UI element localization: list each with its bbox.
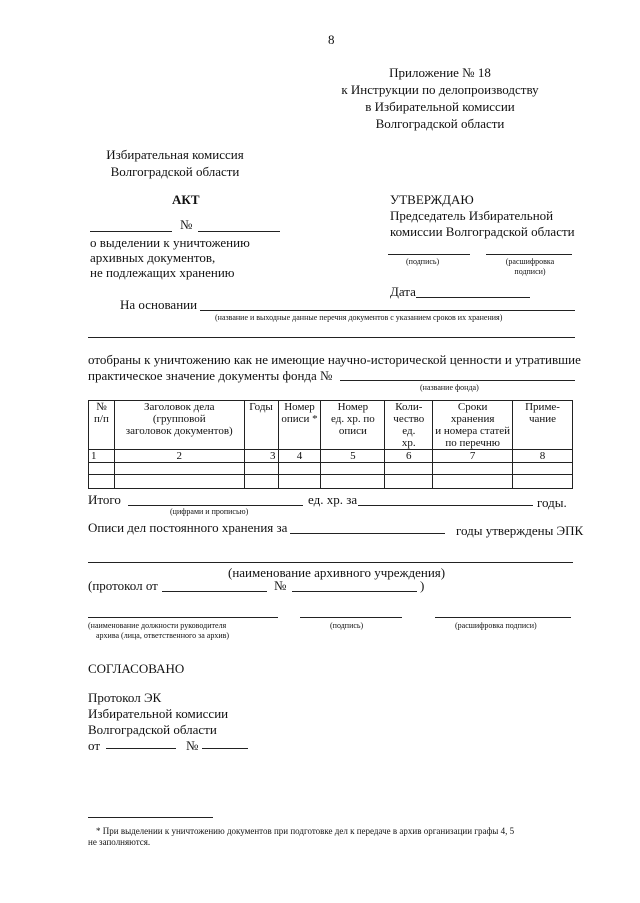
col-number: 6: [385, 450, 433, 463]
footnote-separator: [88, 817, 213, 818]
approve-line-1: Председатель Избирательной: [390, 208, 554, 223]
col-number: 8: [513, 450, 573, 463]
agreed-number-line: [202, 748, 248, 749]
total-count-line: [128, 505, 303, 506]
header-cell-count: [385, 401, 433, 450]
table-cell: [278, 463, 321, 475]
fund-caption: (название фонда): [420, 383, 479, 392]
col-number: 4: [278, 450, 321, 463]
header-text: и номера статей: [435, 425, 511, 437]
agreed-block: [88, 690, 228, 738]
header-cell-title: [114, 401, 244, 450]
act-line-1: о выделении к уничтожению: [90, 235, 250, 250]
header-text: чество ед.: [393, 413, 425, 437]
table-cell: [385, 475, 433, 489]
page-number: 8: [328, 32, 335, 47]
protocol-date-line: [162, 591, 267, 592]
org-line-2: Волгоградской области: [110, 164, 240, 179]
basis-caption: (название и выходные данные перечня документов с указанием сроков их хранения): [215, 313, 503, 322]
table-cell: [385, 463, 433, 475]
approve-signature-line: [388, 254, 470, 255]
agreed-title: СОГЛАСОВАНО: [88, 661, 185, 676]
approve-decode-line: [486, 254, 572, 255]
basis-label: На основании: [120, 297, 198, 312]
header-cell-num: [89, 401, 115, 450]
header-cell-terms: [433, 401, 513, 450]
table-cell: [433, 463, 513, 475]
organization-block: [90, 146, 260, 180]
table-row: [89, 463, 573, 475]
org-line-1: Избирательная комиссия: [106, 147, 244, 162]
table-cell: [513, 475, 573, 489]
appendix-line-2: к Инструкции по делопроизводству: [341, 82, 539, 97]
decode-caption: (расшифровка подписи): [455, 621, 537, 630]
act-line-3: не подлежащих хранению: [90, 265, 235, 280]
header-cell-note: [513, 401, 573, 450]
selected-line-2: практическое значение документы фонда №: [88, 368, 333, 383]
agreed-line-3: Волгоградской области: [88, 722, 217, 737]
header-text: Номер: [284, 401, 315, 413]
header-text: по перечню: [445, 437, 500, 449]
protocol-number-line: [292, 591, 417, 592]
col-number: 7: [433, 450, 513, 463]
protocol-number-sign: №: [274, 578, 287, 593]
header-text: Сроки хранения: [450, 401, 495, 425]
table-cell: [244, 463, 278, 475]
approval-block: [390, 192, 575, 240]
col-number: 3: [244, 450, 278, 463]
selected-line-1: отобраны к уничтожению как не имеющие научно-исторической ценности и утратившие: [88, 352, 581, 367]
decode-line: [435, 617, 571, 618]
header-text: Заголовок дела (групповой: [143, 401, 215, 425]
appendix-block: [330, 64, 550, 132]
fund-line: [340, 380, 575, 381]
position-line: [88, 617, 278, 618]
total-caption: (цифрами и прописью): [170, 507, 249, 516]
basis-line: [200, 310, 575, 311]
act-number-line: [198, 231, 280, 232]
agreed-line-2: Избирательной комиссии: [88, 706, 229, 721]
table-number-row: [89, 450, 573, 463]
approve-date-line: [416, 297, 530, 298]
act-date-line: [90, 231, 172, 232]
header-text: Годы: [249, 401, 273, 413]
act-number-sign: №: [180, 217, 193, 232]
table-cell: [433, 475, 513, 489]
documents-table: [88, 400, 573, 489]
appendix-line-4: Волгоградской области: [375, 116, 505, 131]
agreed-number-sign: №: [186, 738, 199, 753]
position-caption-2: архива (лица, ответственного за архив): [96, 631, 230, 640]
header-text: Номер: [337, 401, 369, 413]
protocol-close: ): [420, 578, 425, 593]
position-caption-1: (наименование должности руководителя: [88, 621, 227, 630]
table-row: [89, 475, 573, 489]
act-title: АКТ: [172, 192, 200, 207]
act-line-2: архивных документов,: [90, 250, 216, 265]
agreed-date-line: [106, 748, 176, 749]
signature-caption: (подпись): [330, 621, 364, 630]
total-units: ед. хр. за: [308, 492, 358, 507]
total-label: Итого: [88, 492, 121, 507]
table-cell: [114, 475, 244, 489]
archive-line: [88, 562, 573, 563]
table-cell: [278, 475, 321, 489]
agreed-from: от: [88, 738, 101, 753]
header-cell-unit-number: [321, 401, 385, 450]
header-text: описи: [338, 425, 367, 437]
total-years-line: [358, 505, 533, 506]
basis-line-2: [88, 337, 575, 338]
header-text: чание: [528, 413, 557, 425]
approve-signature-caption: (подпись): [406, 257, 440, 266]
footnote-line-1: * При выделении к уничтожению документов при подготовке дел к передаче в архив организации графы 4, 5: [96, 826, 515, 836]
header-cell-years: [244, 401, 278, 450]
table-cell: [114, 463, 244, 475]
position-caption: [88, 621, 229, 641]
inventories-years-line: [290, 533, 445, 534]
protocol-from: (протокол от: [88, 578, 158, 593]
header-text: ед. хр. по: [331, 413, 375, 425]
col-number: 5: [321, 450, 385, 463]
table-cell: [513, 463, 573, 475]
approve-decode-caption-1: (расшифровка: [505, 257, 555, 266]
approve-date-label: Дата: [390, 284, 416, 299]
header-text: заголовок документов): [125, 425, 233, 437]
appendix-line-1: Приложение № 18: [389, 65, 491, 80]
approve-title: УТВЕРЖДАЮ: [390, 192, 474, 207]
table-cell: [89, 475, 115, 489]
approve-decode-caption: [490, 257, 570, 277]
appendix-line-3: в Избирательной комиссии: [365, 99, 515, 114]
col-number: 1: [89, 450, 115, 463]
table-cell: [321, 475, 385, 489]
total-years: годы.: [537, 495, 567, 510]
approve-decode-caption-2: подписи): [514, 267, 546, 276]
col-number: 2: [114, 450, 244, 463]
agreed-line-1: Протокол ЭК: [88, 690, 162, 705]
header-cell-inventory: [278, 401, 321, 450]
table-cell: [321, 463, 385, 475]
header-text: хр.: [401, 437, 416, 449]
approve-line-2: комиссии Волгоградской области: [390, 224, 575, 239]
header-text: Приме-: [525, 401, 560, 413]
footnote-line-2: не заполняются.: [88, 837, 151, 847]
header-text: Коли-: [395, 401, 423, 413]
archive-caption: (наименование архивного учреждения): [228, 565, 446, 580]
signature-line: [300, 617, 402, 618]
inventories-approved: годы утверждены ЭПК: [456, 523, 584, 538]
inventories-label: Описи дел постоянного хранения за: [88, 520, 288, 535]
header-text: п/п: [94, 413, 109, 425]
act-subject: [90, 235, 250, 280]
table-cell: [244, 475, 278, 489]
table-cell: [89, 463, 115, 475]
table-header-row: [89, 401, 573, 450]
header-text: описи *: [281, 413, 318, 425]
header-text: №: [96, 401, 107, 413]
